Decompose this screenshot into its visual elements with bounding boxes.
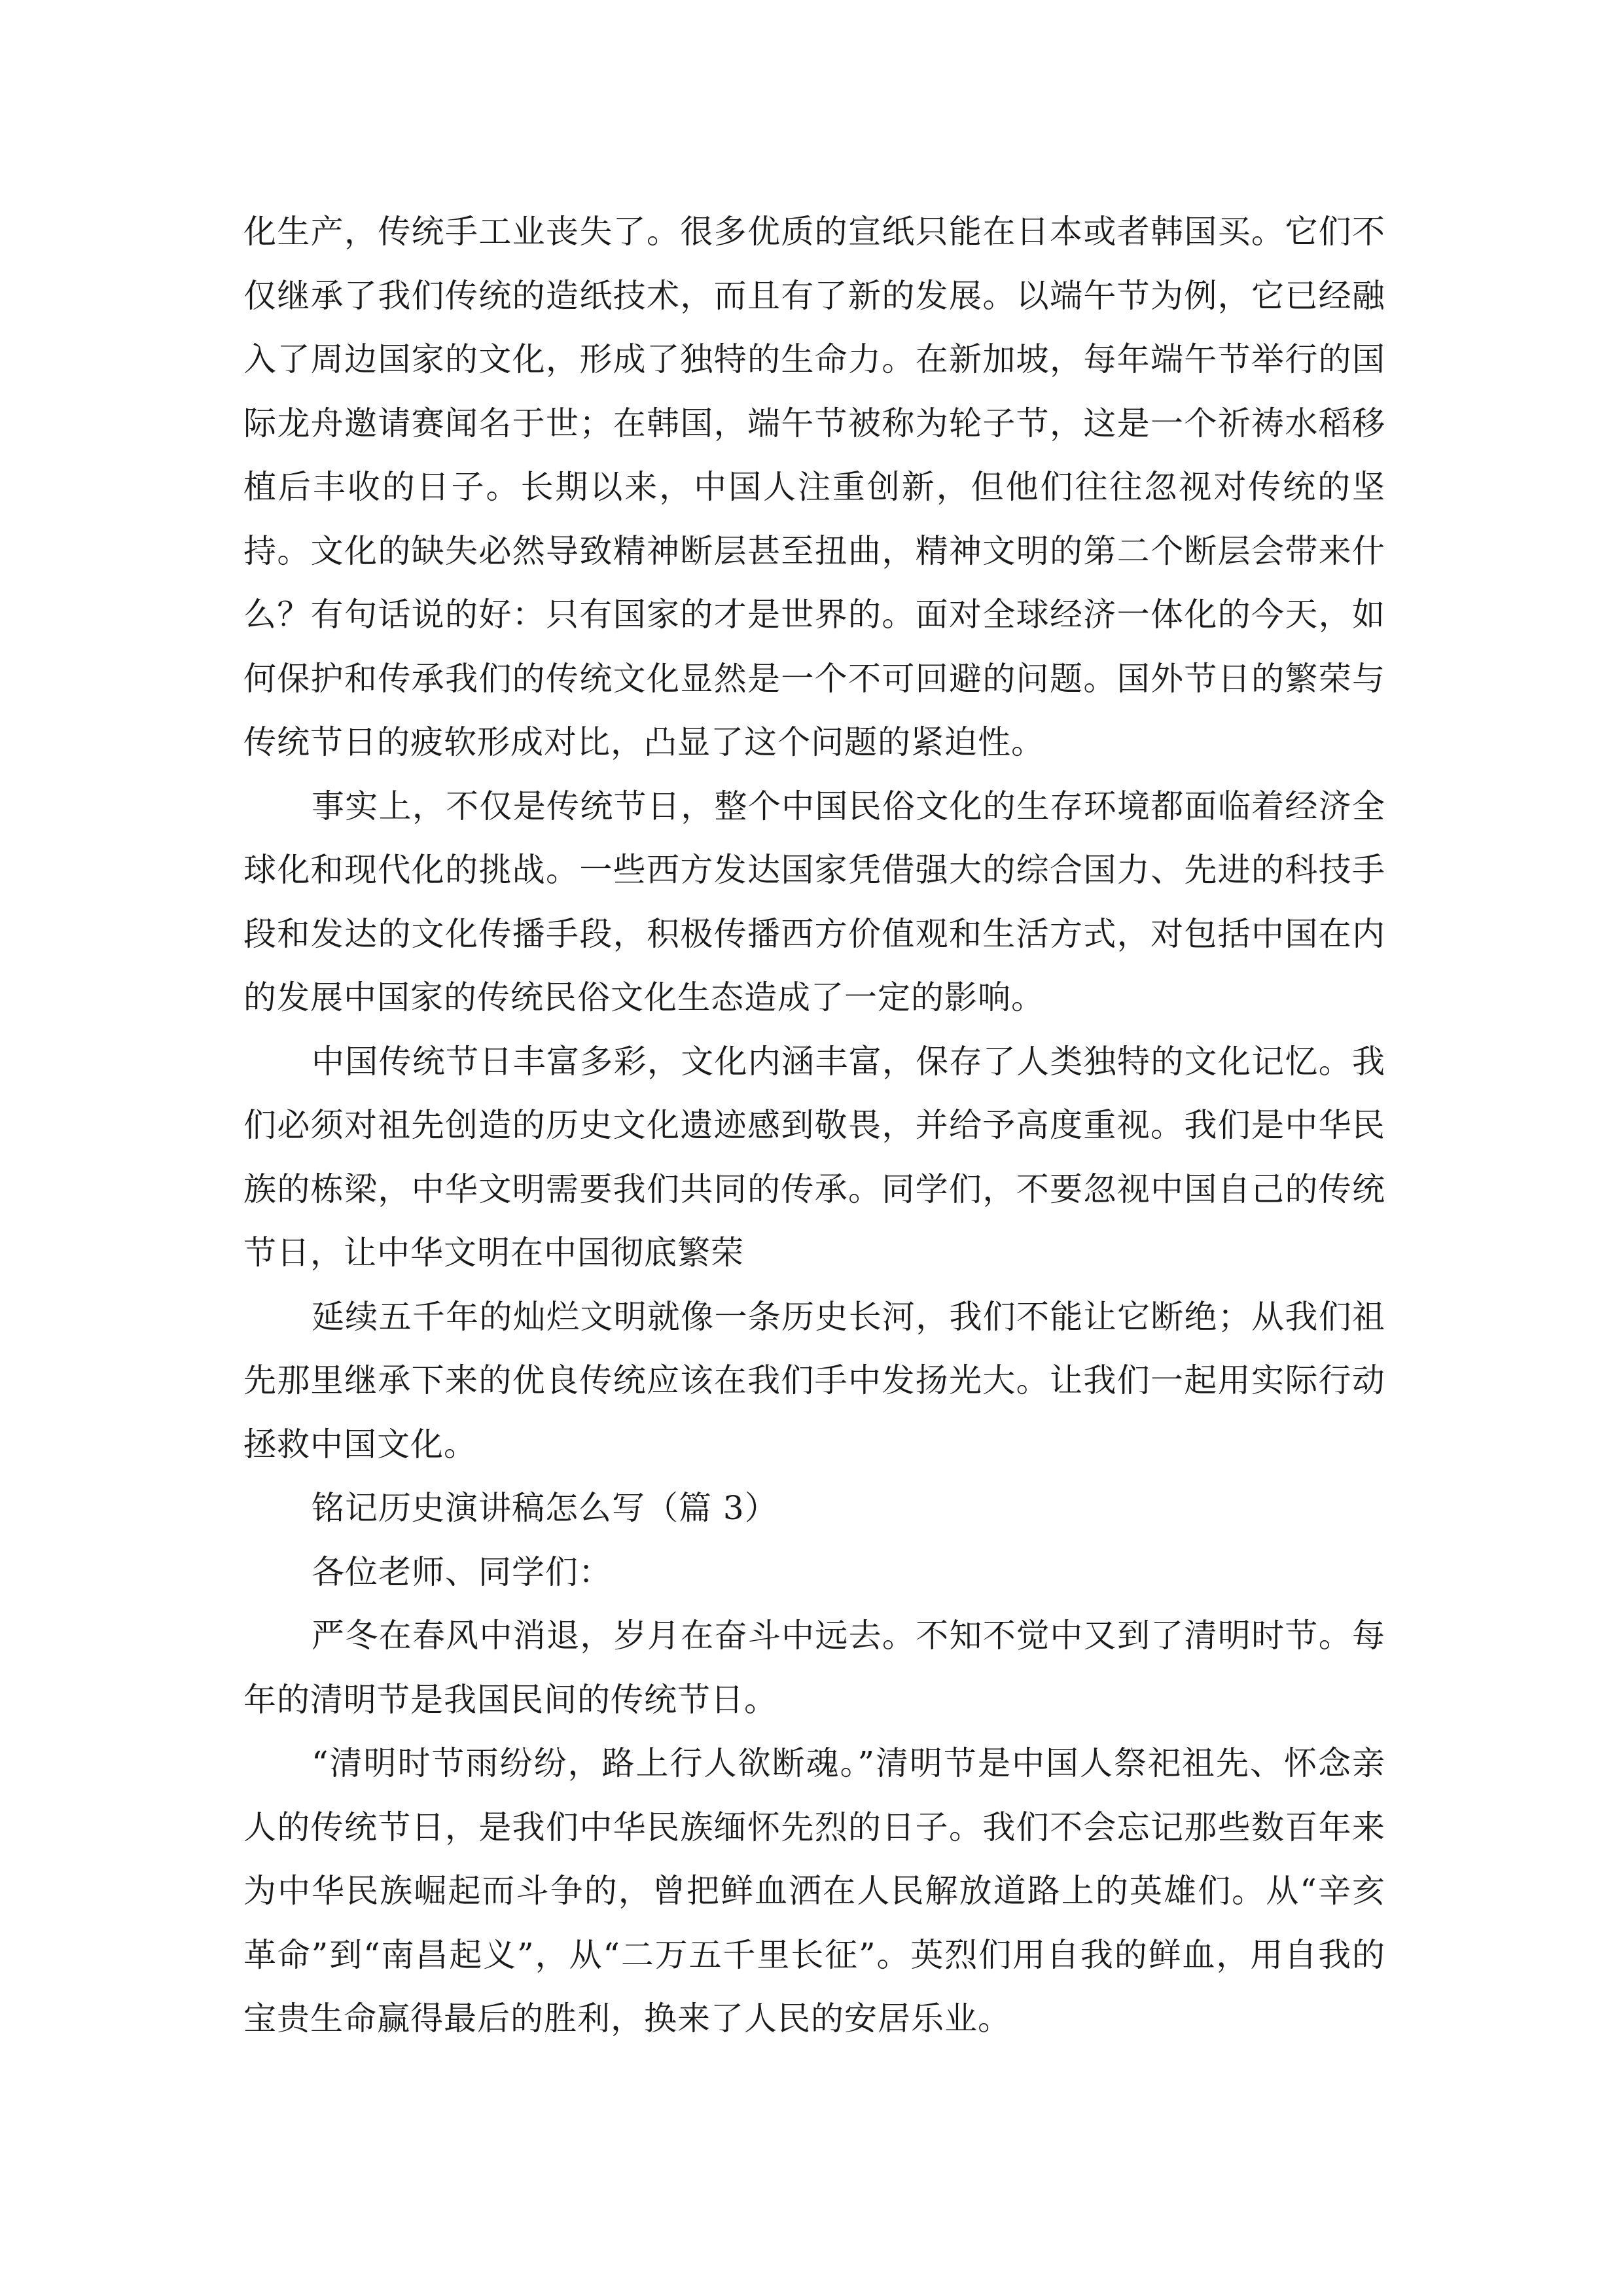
- document-body: [243, 200, 1385, 2051]
- section-heading: 铭记历史演讲稿怎么写（篇 3）: [312, 1489, 778, 1527]
- paragraph-civilization: 延续五千年的灿烂文明就像一条历史长河，我们不能让它断绝；从我们祖先那里继承下来的优良传统应该在我们手中发扬光大。让我们一起用实际行动拯救中国文化。: [243, 1297, 1385, 1463]
- paragraph-qingming-intro: 严冬在春风中消退，岁月在奋斗中远去。不知不觉中又到了清明时节。每年的清明节是我国民间的传统节日。: [243, 1617, 1385, 1719]
- salutation: 各位老师、同学们：: [312, 1552, 612, 1591]
- paragraph-continuation: 化生产，传统手工业丧失了。很多优质的宣纸只能在日本或者韩国买。它们不仅继承了我们传统的造纸技术，而且有了新的发展。以端午节为例，它已经融入了周边国家的文化，形成了独特的生命力。在新加坡，每年端午节举行的国际龙舟邀请赛闻名于世；在韩国，端午节被称为轮子节，这是一个祈祷水稻移植后丰收的日子。长期以来，中国人注重创新，但他们往往忽视对传统的坚持。文化的缺失必然导致精神断层甚至扭曲，精神文明的第二个断层会带来什么？有句话说的好：只有国家的才是世界的。面对全球经济一体化的今天，如何保护和传承我们的传统文化显然是一个不可回避的问题。国外节日的繁荣与传统节日的疲软形成对比，凸显了这个问题的紧迫性。: [243, 213, 1385, 761]
- paragraph-traditional-festivals: 中国传统节日丰富多彩，文化内涵丰富，保存了人类独特的文化记忆。我们必须对祖先创造的历史文化遗迹感到敬畏，并给予高度重视。我们是中华民族的栋梁，中华文明需要我们共同的传承。同学们，不要忽视中国自己的传统节日，让中华文明在中国彻底繁荣: [243, 1042, 1385, 1272]
- paragraph-folk-culture: 事实上，不仅是传统节日，整个中国民俗文化的生存环境都面临着经济全球化和现代化的挑战。一些西方发达国家凭借强大的综合国力、先进的科技手段和发达的文化传播手段，积极传播西方价值观和生活方式，对包括中国在内的发展中国家的传统民俗文化生态造成了一定的影响。: [243, 787, 1385, 1016]
- paragraph-qingming-heroes: “清明时节雨纷纷，路上行人欲断魂。”清明节是中国人祭祀祖先、怀念亲人的传统节日，是我们中华民族缅怀先烈的日子。我们不会忘记那些数百年来为中华民族崛起而斗争的，曾把鲜血洒在人民解放道路上的英雄们。从“辛亥革命”到“南昌起义”，从“二万五千里长征”。英烈们用自我的鲜血，用自我的宝贵生命赢得最后的胜利，换来了人民的安居乐业。: [243, 1744, 1385, 2037]
